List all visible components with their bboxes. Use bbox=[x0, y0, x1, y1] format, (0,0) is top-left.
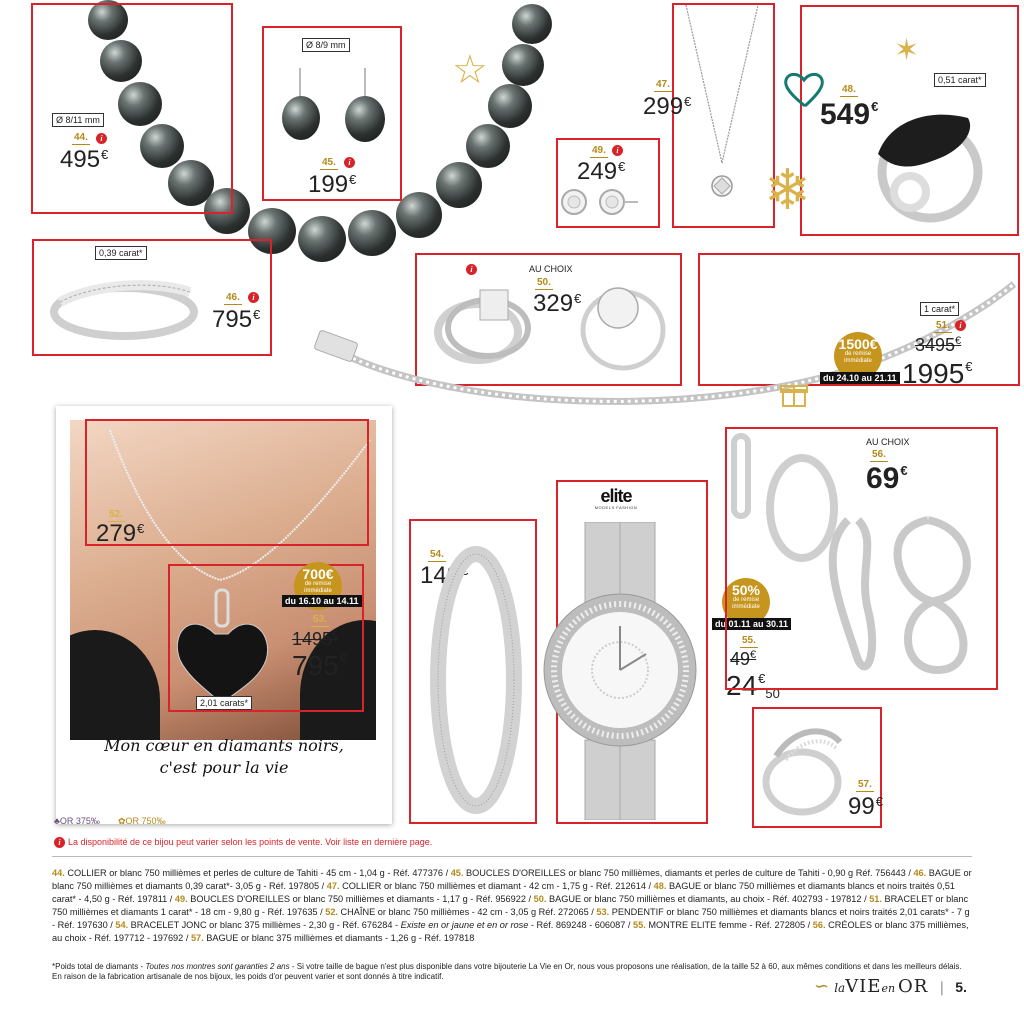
product-number-49: 49. bbox=[592, 145, 606, 156]
product-number-55: 55. bbox=[742, 635, 756, 646]
stud-earrings-image bbox=[558, 186, 638, 222]
spec-text: CHAÎNE or blanc 750 millièmes - 42 cm - 3,05 g Réf. 272065 / bbox=[337, 907, 597, 917]
product-number-47: 47. bbox=[656, 79, 670, 90]
product-number-46: 46. bbox=[226, 292, 240, 303]
jewel-icon: ✿ bbox=[118, 816, 126, 826]
old-price-51: 3495€ bbox=[915, 335, 962, 355]
spec-text: BOUCLES D'OREILLES or blanc 750 millièmes et diamants - 1,17 g - Réf. 956922 / bbox=[187, 894, 534, 904]
old-price-53: 1495€ bbox=[292, 629, 339, 649]
brand-logo: ∽ laVIEen OR | 5. bbox=[814, 976, 967, 997]
price-47: 299€ bbox=[643, 93, 692, 120]
snowflake-icon: ✶ bbox=[894, 34, 920, 67]
product-number-44: 44. bbox=[74, 132, 88, 143]
info-icon: i bbox=[54, 837, 65, 848]
bangle-bracelet-image bbox=[412, 530, 536, 820]
elite-brand-logo: elite MODELS FASHION bbox=[594, 486, 638, 510]
product-number-53: 53. bbox=[313, 614, 327, 625]
choice-label-50: AU CHOIX bbox=[529, 264, 573, 274]
discount-badge-51: 1500€ de remise immédiate bbox=[834, 332, 882, 380]
spec-number: 50. bbox=[533, 894, 547, 904]
spec-text: COLLIER or blanc 750 millièmes et perles de culture de Tahiti - 45 cm - 1,04 g - Réf. 477376 / bbox=[64, 868, 451, 878]
carat-tag-51: 1 carat* bbox=[920, 302, 959, 316]
divider bbox=[52, 856, 972, 857]
spec-text: PENDENTIF or blanc 750 millièmes et diamants blancs et noirs traités 2,01 carats* - 7 g - Réf. 197630 / bbox=[52, 907, 970, 930]
legend-or375: ♣OR 375‰ bbox=[54, 816, 100, 826]
caption-line-1: Mon cœur en diamants noirs, bbox=[104, 736, 344, 755]
carat-tag-48: 0,51 carat* bbox=[934, 73, 986, 87]
info-icon: i bbox=[955, 320, 966, 331]
spec-number: 54. bbox=[115, 920, 129, 930]
spec-number: 56. bbox=[812, 920, 826, 930]
size-tag-45: Ø 8/9 mm bbox=[302, 38, 350, 52]
product-frame-44[interactable] bbox=[31, 3, 233, 214]
spec-text: CRÉOLES or blanc 375 millièmes, au choix - Réf. 197712 - 197692 / bbox=[52, 920, 969, 943]
page-number: 5. bbox=[955, 979, 967, 995]
offer-period-51: du 24.10 au 21.11 bbox=[820, 372, 900, 384]
spec-text: COLLIER or blanc 750 millièmes et diamant - 42 cm - 1,75 g - Réf. 212614 / bbox=[339, 881, 654, 891]
footnote: *Poids total de diamants - Toutes nos montres sont garanties 2 ans - Si votre taille de bague n'est plus disponible dans votre bijouterie La Vie en Or, nous vous proposons une réalisation, de la taille 52 à 60, aux mêmes conditions et dans les meilleurs délais. En raison de la fabrication artisanale de nos bijoux, les poids d'or peuvent varier et sont donnés à titre indicatif. bbox=[52, 962, 962, 981]
spec-number: 55. bbox=[633, 920, 646, 930]
spec-variant-note: Existe en or jaune et en or rose bbox=[400, 920, 529, 930]
info-icon: i bbox=[466, 264, 477, 275]
spec-number: 46. bbox=[913, 868, 927, 878]
spec-number: 51. bbox=[869, 894, 882, 904]
spec-number: 53. bbox=[596, 907, 610, 917]
spec-text: BAGUE or blanc 750 millièmes et diamants 0,39 carat*- 3,05 g - Réf. 197805 / bbox=[52, 868, 972, 891]
spec-text: BAGUE or blanc 375 millièmes et diamants - 1,26 g - Réf. 197818 bbox=[203, 933, 475, 943]
price-53: 795€ bbox=[292, 650, 347, 681]
spec-number: 45. bbox=[450, 868, 464, 878]
info-icon: i bbox=[612, 145, 623, 156]
old-price-55: 49€ bbox=[730, 649, 757, 669]
diamond-ring-image bbox=[756, 712, 856, 822]
info-icon: i bbox=[344, 157, 355, 168]
product-number-50: 50. bbox=[537, 277, 551, 288]
jewel-icon: ♣ bbox=[54, 816, 60, 826]
watch-image bbox=[540, 522, 700, 820]
snowflake-icon: ❄ bbox=[764, 158, 811, 221]
legend-or750: ✿OR 750‰ bbox=[118, 816, 166, 826]
availability-note: La disponibilité de ce bijou peut varier selon les points de vente. Voir liste en dernière page. bbox=[68, 837, 433, 847]
price-55: 24€50 bbox=[726, 670, 780, 701]
size-tag-44: Ø 8/11 mm bbox=[52, 113, 104, 127]
discount-badge-53: 700€ de remise immédiate bbox=[294, 562, 342, 610]
spec-number: 52. bbox=[325, 907, 338, 917]
product-number-57: 57. bbox=[858, 779, 872, 790]
product-number-48: 48. bbox=[842, 84, 856, 95]
spec-text: MONTRE ELITE femme - Réf. 272805 / bbox=[645, 920, 813, 930]
price-57: 99€ bbox=[848, 793, 883, 820]
price-56: 69€ bbox=[866, 462, 908, 495]
spec-text: BRACELET or blanc 750 millièmes et diamants 1 carat* - 18 cm - 9,80 g - Réf. 197635 / bbox=[52, 894, 969, 917]
spec-text: - Réf. 869248 - 606087 / bbox=[528, 920, 634, 930]
info-icon: i bbox=[96, 133, 107, 144]
price-45: 199€ bbox=[308, 171, 357, 198]
product-number-52: 52. bbox=[109, 509, 123, 520]
carat-tag-46: 0,39 carat* bbox=[95, 246, 147, 260]
spec-text: BAGUE or blanc 750 millièmes et diamants blancs et noirs traités 0,51 carat* - 4,50 g - Réf. 197811 / bbox=[52, 881, 955, 904]
spec-number: 57. bbox=[190, 933, 204, 943]
product-number-56: 56. bbox=[872, 449, 886, 460]
spec-text: BRACELET JONC or blanc 375 millièmes - 2,30 g - Réf. 676284 - bbox=[128, 920, 401, 930]
price-50: 329€ bbox=[533, 290, 582, 317]
offer-period-55: du 01.11 au 30.11 bbox=[712, 618, 791, 630]
price-44: 495€ bbox=[60, 146, 109, 173]
offer-period-53: du 16.10 au 14.11 bbox=[282, 595, 362, 607]
info-icon: i bbox=[248, 292, 259, 303]
price-52: 279€ bbox=[96, 520, 145, 547]
hoop-earrings-image bbox=[728, 430, 996, 688]
price-46: 795€ bbox=[212, 306, 261, 333]
spec-number: 47. bbox=[326, 881, 340, 891]
swoosh-icon: ∽ bbox=[814, 976, 830, 997]
price-48: 549€ bbox=[820, 98, 879, 131]
product-number-51: 51. bbox=[936, 320, 950, 331]
product-number-45: 45. bbox=[322, 157, 336, 168]
product-number-54: 54. bbox=[430, 549, 444, 560]
spec-text: BOUCLES D'OREILLES or blanc 750 millièmes, diamants et perles de culture de Tahiti - 0,90 g Réf. 756443 / bbox=[463, 868, 914, 878]
price-54: 149€ bbox=[420, 562, 469, 589]
product-specifications bbox=[52, 867, 972, 945]
choice-label-56: AU CHOIX bbox=[866, 437, 910, 447]
caption-line-2: c'est pour la vie bbox=[159, 758, 289, 777]
carat-tag-53: 2,01 carats* bbox=[196, 696, 252, 710]
spec-text: BAGUE or blanc 750 millièmes et diamants, au choix - Réf. 402793 - 197812 / bbox=[546, 894, 870, 904]
price-49: 249€ bbox=[577, 158, 626, 185]
star-icon: ☆ bbox=[452, 48, 488, 92]
spec-number: 49. bbox=[174, 894, 188, 904]
discount-badge-55: 50% de remise immédiate bbox=[722, 578, 770, 626]
baguette-ring-image bbox=[44, 262, 204, 350]
spec-number: 44. bbox=[52, 868, 65, 878]
price-51: 1995€ bbox=[902, 358, 973, 389]
spec-number: 48. bbox=[653, 881, 667, 891]
gift-icon bbox=[780, 380, 808, 408]
